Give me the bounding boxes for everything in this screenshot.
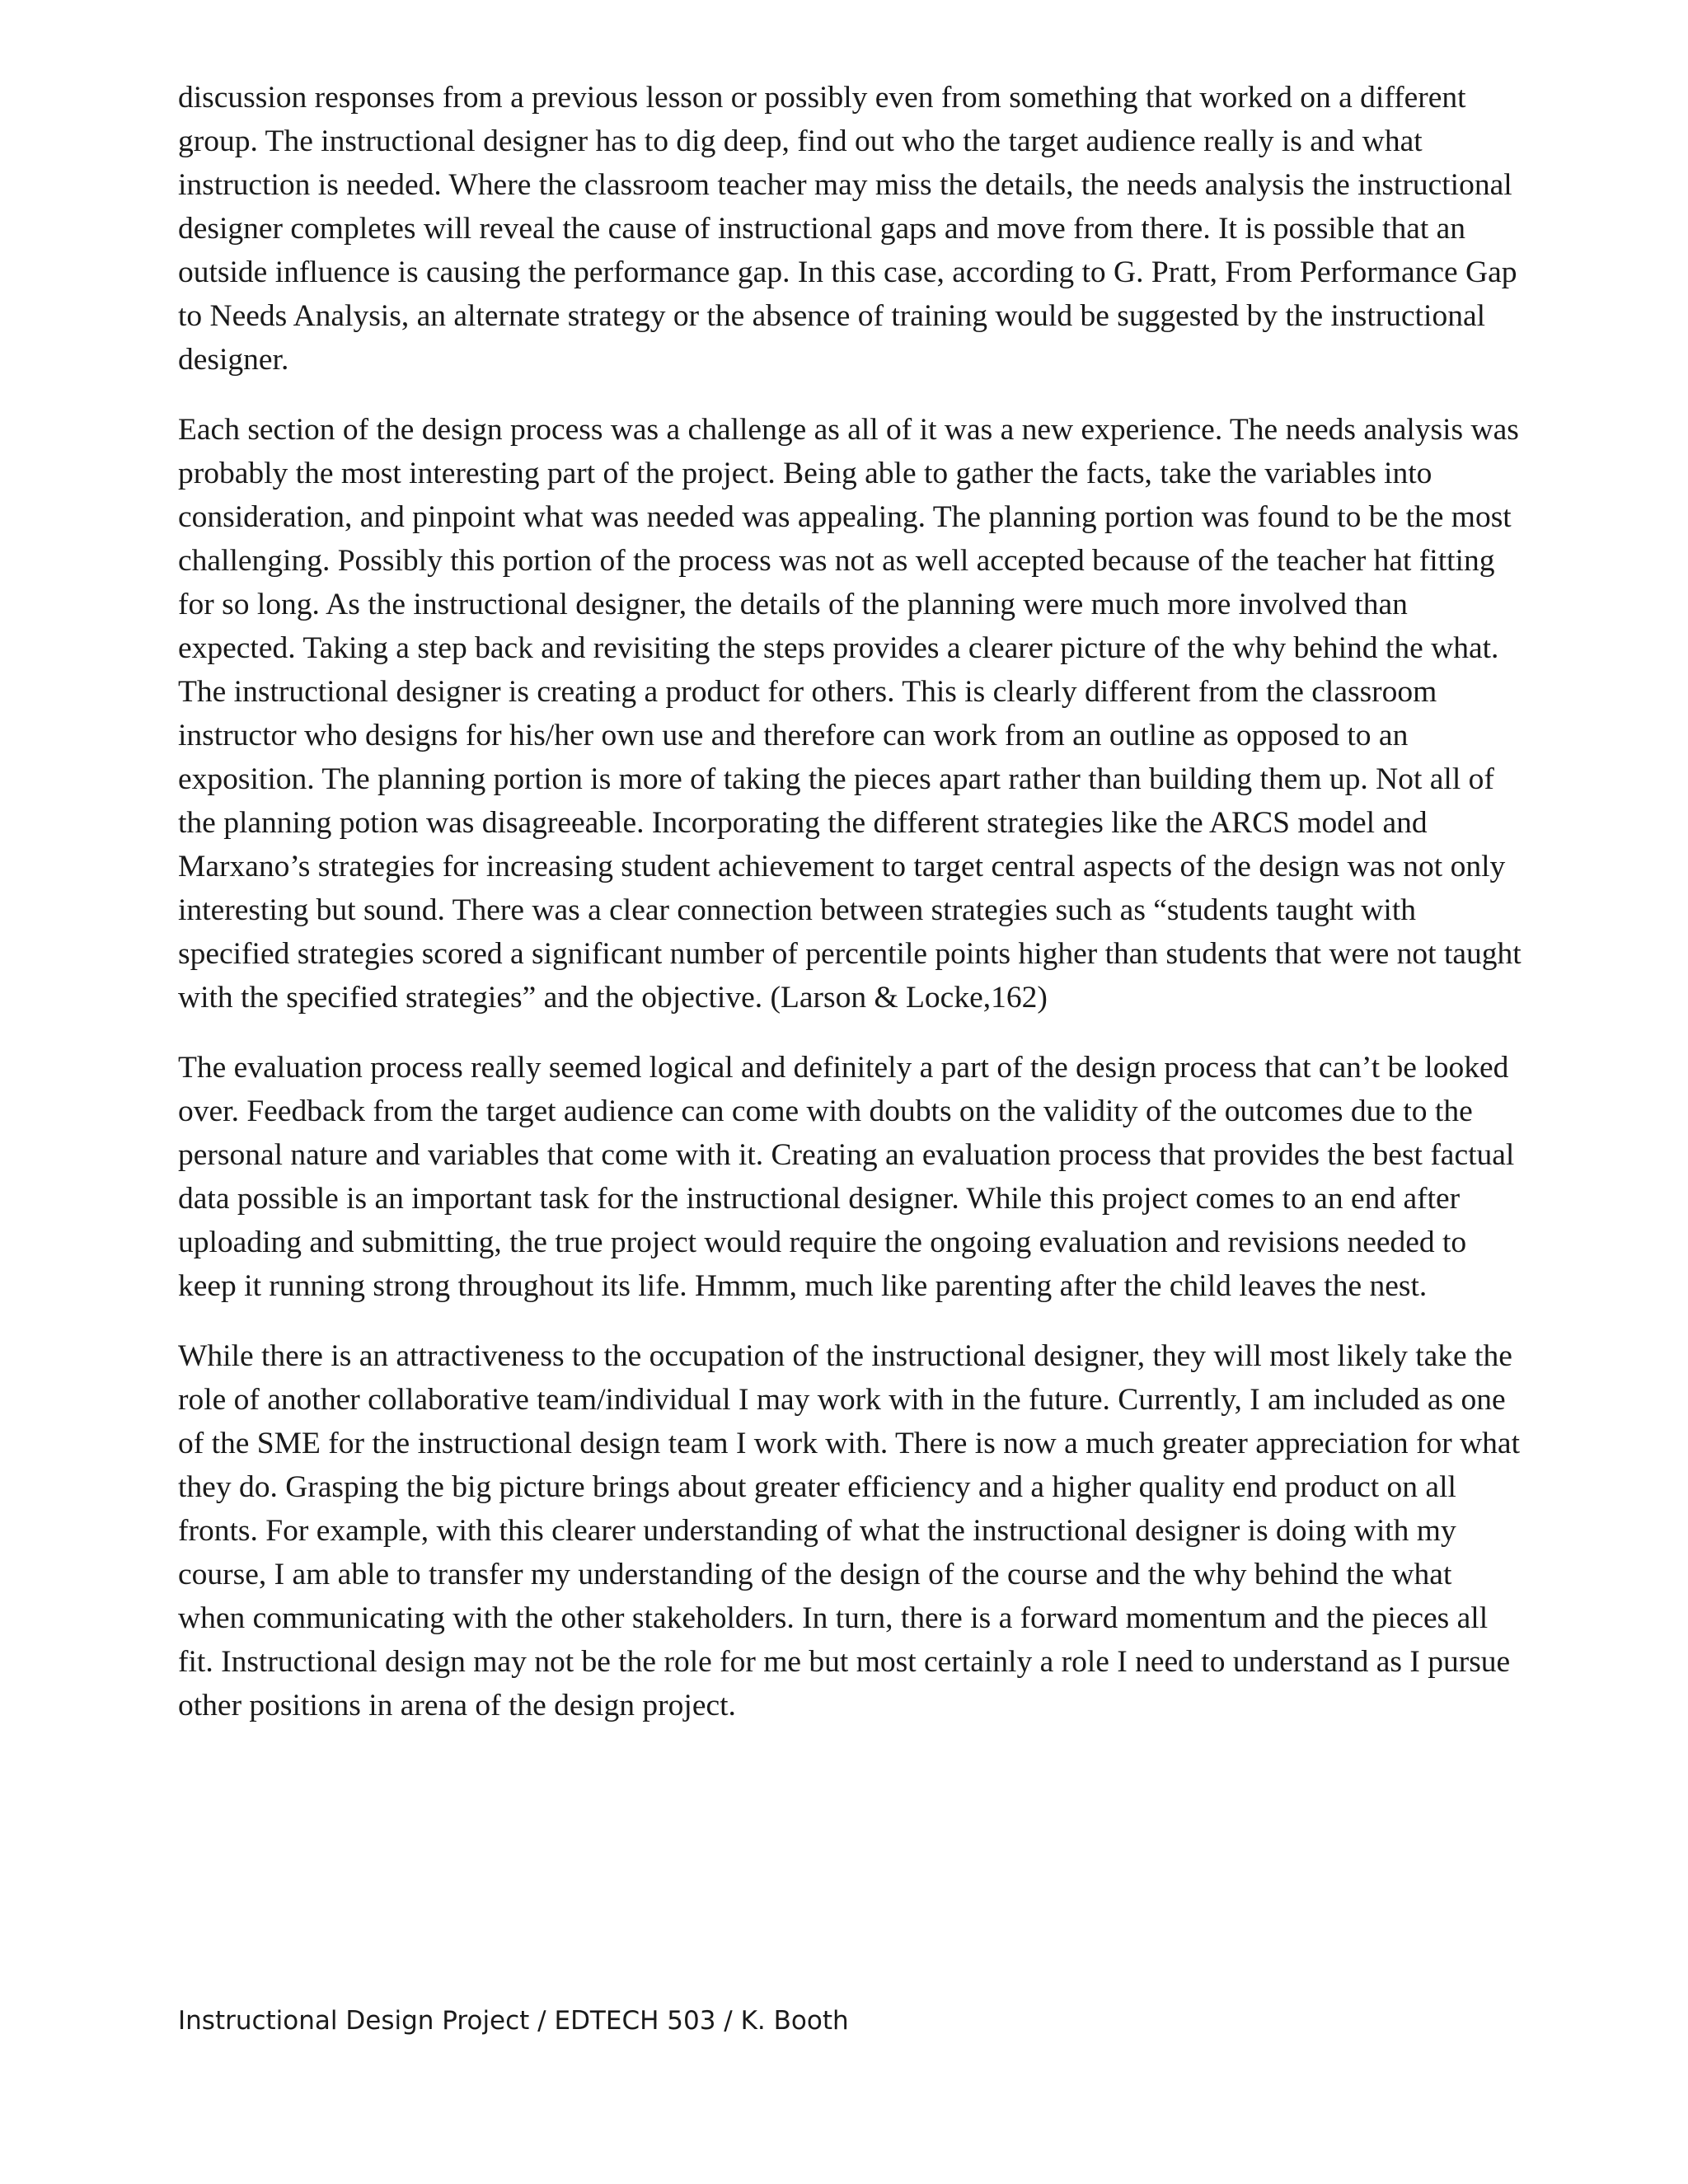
paragraph-reflection: While there is an attractiveness to the occupation of the instructional designer, they will most likely take the role of another collaborative team/individual I may work with in the future. Currently, I am included as one of the SME for the instructional design team I work with. There is now a much greater appreciation for what they do. Grasping the big picture brings about greater efficiency and a higher quality end product on all fronts. For example, with this clearer understanding of what the instructional designer is doing with my course, I am able to transfer my understanding of the design of the course and the why behind the what when communicating with the other stakeholders. In turn, there is a forward momentum and the pieces all fit. Instructional design may not be the role for me but most certainly a role I need to understand as I pursue other positions in arena of the design project. xyxy=(178,1339,1520,1722)
paragraph-needs-analysis: discussion responses from a previous lesson or possibly even from something that worked on a different group. The instructional designer has to dig deep, find out who the target audience really is and what instruction is needed. Where the classroom teacher may miss the details, the needs analysis the instructional designer completes will reveal the cause of instructional gaps and move from there. It is possible that an outside influence is causing the performance gap. In this case, according to G. Pratt, From Performance Gap to Needs Analysis, an alternate strategy or the absence of training would be suggested by the instructional designer. xyxy=(178,81,1517,377)
page-footer: Instructional Design Project / EDTECH 503 / K. Booth xyxy=(178,2006,849,2036)
paragraph-evaluation: The evaluation process really seemed logical and definitely a part of the design process that can’t be looked over. Feedback from the target audience can come with doubts on the validity of the outcomes due to the personal nature and variables that come with it. Creating an evaluation process that provides the best factual data possible is an important task for the instructional designer. While this project comes to an end after uploading and submitting, the true project would require the ongoing evaluation and revisions needed to keep it running strong throughout its life. Hmmm, much like parenting after the child leaves the nest. xyxy=(178,1051,1515,1303)
paragraph-design-process: Each section of the design process was a challenge as all of it was a new experience. The needs analysis was probably the most interesting part of the project. Being able to gather the facts, take the variables into consideration, and pinpoint what was needed was appealing. The planning portion was found to be the most challenging. Possibly this portion of the process was not as well accepted because of the teacher hat fitting for so long. As the instructional designer, the details of the planning were much more involved than expected. Taking a step back and revisiting the steps provides a clearer picture of the why behind the what. The instructional designer is creating a product for others. This is clearly different from the classroom instructor who designs for his/her own use and therefore can work from an outline as opposed to an exposition. The planning portion is more of taking the pieces apart rather than building them up. Not all of the planning potion was disagreeable. Incorporating the different strategies like the ARCS model and Marxano’s strategies for increasing student achievement to target central aspects of the design was not only interesting but sound. There was a clear connection between strategies such as “students taught with specified strategies scored a significant number of percentile points higher than students that were not taught with the specified strategies” and the objective. (Larson & Locke,162) xyxy=(178,413,1522,1015)
body-text xyxy=(178,76,1522,1754)
